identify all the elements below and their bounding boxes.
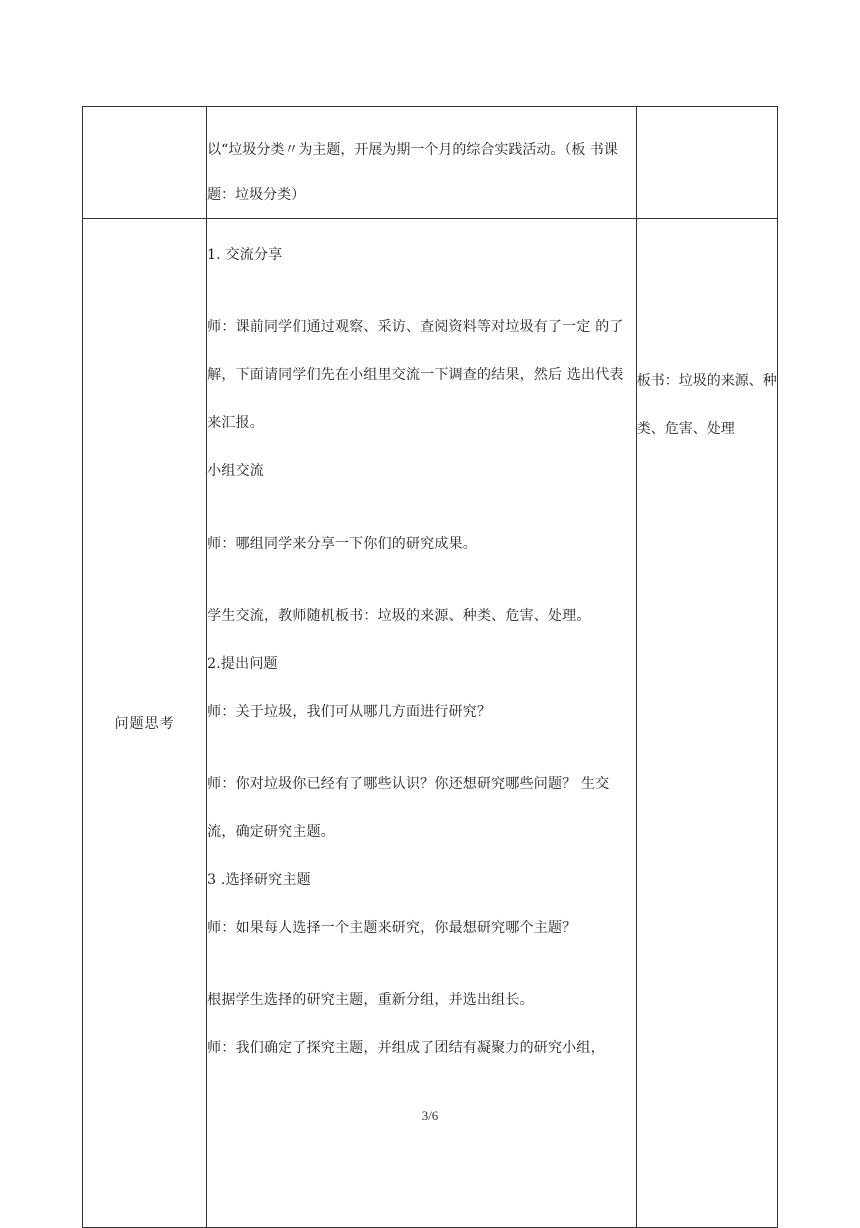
student-activity: 根据学生选择的研究主题，重新分组，并选出组长。 [207, 992, 534, 1008]
board-note-cell [636, 219, 777, 1228]
teacher-dialogue: 师：你对垃圾你已经有了哪些认识？你还想研究哪些问题？ 生交流，确定研究主题。 [207, 776, 610, 840]
teacher-dialogue: 师：哪组同学来分享一下你们的研究成果。 [207, 536, 477, 552]
section-heading: 1. 交流分享 [207, 247, 283, 263]
section-heading: 3 .选择研究主题 [207, 872, 311, 888]
teacher-dialogue: 师：课前同学们通过观察、采访、查阅资料等对垃圾有了一定 的了解，下面请同学们先在小组里交流一下调查的结果，然后 选出代表来汇报。 [207, 319, 624, 431]
student-activity: 学生交流，教师随机板书：垃圾的来源、种类、危害、处理。 [207, 608, 591, 624]
activity-intro-text: 以“垃圾分类〃为主题，开展为期一个月的综合实践活动。（板 书课题：垃圾分类） [207, 142, 618, 203]
stage-cell-empty [83, 107, 207, 219]
lesson-content [207, 219, 636, 1072]
teacher-dialogue: 师：如果每人选择一个主题来研究，你最想研究哪个主题？ [207, 920, 577, 936]
activity-step: 小组交流 [207, 463, 264, 479]
lesson-plan-table [82, 106, 778, 1228]
content-cell [207, 107, 637, 219]
section-heading: 2.提出问题 [207, 656, 278, 672]
board-note-text: 板书：垃圾的来源、种类、危害、处理 [636, 373, 777, 437]
content-cell [207, 219, 637, 1228]
table-row [83, 107, 778, 219]
teacher-dialogue: 师：我们确定了探究主题，并组成了团结有凝聚力的研究小组， [207, 1040, 605, 1056]
table-row [83, 219, 778, 1228]
stage-label: 问题思考 [83, 219, 207, 1228]
note-cell-empty [636, 107, 777, 219]
page-number: 3/6 [421, 1108, 439, 1123]
teacher-dialogue: 师：关于垃圾，我们可从哪几方面进行研究？ [207, 704, 492, 720]
